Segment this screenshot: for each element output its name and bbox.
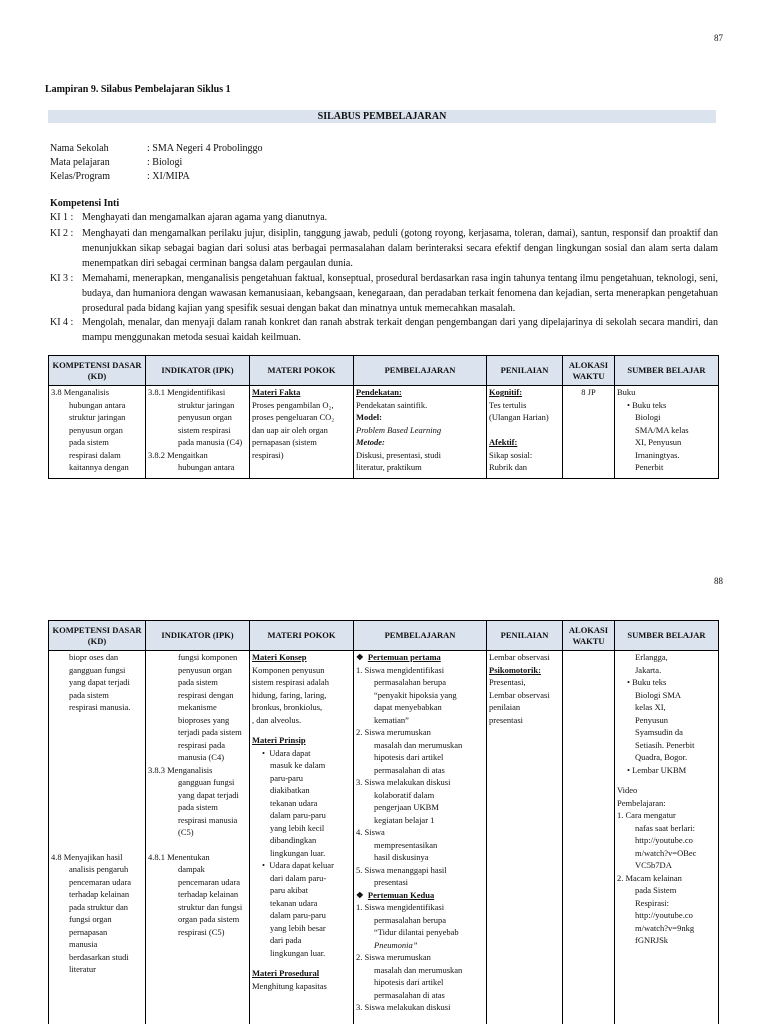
sumber-line: Setiasih. Penerbit (635, 739, 695, 750)
ipk-line: mekanisme (178, 702, 217, 712)
header-kd: KOMPETENSI DASAR (KD) (49, 356, 146, 386)
penilaian-line: Rubrik dan (489, 462, 528, 472)
materi-line: • Udara dapat keluar (262, 860, 334, 870)
youtube-link[interactable]: fGNRJSk (635, 935, 669, 945)
sumber-spacer (617, 776, 716, 784)
cell-alokasi (563, 651, 615, 1024)
step-line: 3. Siswa melakukan diskusi (356, 777, 451, 787)
pembelajaran-line: Problem Based Learning (356, 424, 442, 435)
cell-ipk (146, 386, 250, 479)
syllabus-title: SILABUS PEMBELAJARAN (48, 110, 716, 123)
header-materi: MATERI POKOK (250, 621, 354, 651)
step-line: 2. Siswa merumuskan (356, 952, 431, 962)
materi-line: hidung, faring, laring, (252, 689, 327, 700)
page-number: 87 (714, 33, 723, 43)
sumber-line: Penerbit (635, 462, 664, 472)
kd-line: kaitannya dengan (69, 462, 129, 472)
sumber-line: Jakarta. (635, 664, 662, 675)
materi-line: dalam paru-paru (270, 910, 326, 920)
materi-line: Proses pengambilan O₂, (252, 399, 334, 410)
school-info (50, 142, 263, 184)
ipk-line: manusia (C4) (178, 752, 225, 762)
sumber-line: • Buku teks (627, 677, 667, 687)
materi-heading: Materi Fakta (252, 387, 301, 397)
materi-line: proses pengeluaran CO₂ (252, 412, 335, 422)
ki-item (50, 226, 718, 271)
kd-line: 3.8 Menganalisis (51, 387, 110, 397)
ki-text: Menghayati dan mengamalkan ajaran agama yang dianutnya. (82, 212, 328, 223)
ki-text: Memahami, menerapkan, menganalisis pengetahuan faktual, konseptual, prosedural berdasarkan rasa ingin tahunya tentang ilmu pengetahuan, teknologi, seni, budaya, dan humaniora dengan wawasan kemanusiaan, kebangsaan, kenegaraan, dan peradaban terkait fenomena dan kejadian, serta menerapkan pengetahuan prosedural pada bidang kajian yang spesifik sesuai dengan bakat dan minatnya untuk memecahkan masalah. (82, 273, 718, 314)
youtube-link[interactable]: http://youtube.co (635, 910, 693, 920)
materi-line: dalam paru-paru (270, 810, 326, 820)
penilaian-line: Presentasi, (489, 677, 526, 687)
materi-spacer (252, 726, 351, 734)
ipk-line: penyusun organ (178, 412, 232, 422)
ipk-line: respirasi dengan (178, 689, 234, 700)
penilaian-line: Lembar observasi (489, 689, 550, 700)
kd-line: terhadap kelainan (69, 889, 130, 899)
header-penilaian: PENILAIAN (487, 356, 563, 386)
ipk-line: pada manusia (C4) (178, 437, 243, 447)
ipk-line: terjadi pada sistem (178, 727, 242, 737)
materi-line: dari pada (270, 935, 302, 945)
sumber-line: • Buku teks (627, 399, 667, 410)
kd-line: literatur (69, 964, 96, 974)
ipk-line: fungsi komponen (178, 652, 238, 662)
penilaian-heading: Psikomotorik: (489, 664, 541, 675)
ipk-line: dampak (178, 864, 205, 874)
kd-line: penyusun organ (69, 424, 123, 435)
cell-alokasi: 8 JP (563, 386, 615, 479)
kd-line: fungsi organ (69, 914, 112, 924)
ki-label: KI 2 : (50, 228, 74, 239)
ki-text: Mengolah, menalar, dan menyaji dalam ranah konkret dan ranah abstrak terkait dengan pengembangan dari yang dipelajarinya di sekolah secara mandiri, dan mampu menggunakan metoda sesuai kaidah keilmuan. (82, 317, 718, 343)
ki-item (50, 271, 718, 316)
sumber-line: Pembelajaran: (617, 797, 666, 808)
penilaian-line: Tes tertulis (489, 399, 527, 410)
cell-penilaian (487, 651, 563, 1024)
kd-line: pada struktur dan (69, 901, 129, 912)
kd-line: manusia (69, 939, 98, 949)
pembelajaran-line: Pendekatan saintifik. (356, 399, 428, 410)
step-line: permasalahan di atas (374, 764, 445, 775)
header-penilaian: PENILAIAN (487, 621, 563, 651)
ipk-line: terhadap kelainan (178, 889, 239, 899)
ipk-line: organ pada sistem (178, 914, 240, 924)
cell-pembelajaran (354, 386, 487, 479)
ipk-line: pada sistem (178, 802, 218, 812)
penilaian-line: penilaian (489, 702, 521, 712)
youtube-link[interactable]: m/watch?v=9nkg (635, 922, 695, 933)
materi-line: dari dalam paru- (270, 872, 327, 883)
sumber-line: Erlangga, (635, 652, 668, 662)
ki-label: KI 3 : (50, 273, 74, 284)
info-value: : SMA Negeri 4 Probolinggo (147, 143, 263, 154)
ki-label: KI 1 : (50, 212, 74, 223)
kd-line: respirasi dalam (69, 449, 121, 460)
step-line: permasalahan berupa (374, 677, 446, 687)
sumber-line: • Lembar UKBM (627, 764, 687, 775)
step-line: kegiatan belajar 1 (374, 814, 435, 825)
materi-line: lingkungan luar. (270, 947, 326, 958)
step-line: permasalahan berupa (374, 914, 446, 925)
kd-spacer (51, 714, 143, 851)
sumber-line: 2. Macam kelainan (617, 872, 682, 883)
ipk-line: 3.8.2 Mengaitkan (148, 449, 208, 460)
materi-line: tekanan udara (270, 797, 318, 808)
info-row (50, 156, 263, 170)
materi-line: Menghitung kapasitas (252, 980, 327, 991)
step-line: 1. Siswa mengidentifikasi (356, 902, 445, 912)
penilaian-line: Lembar observasi (489, 652, 550, 662)
step-line: 1. Siswa mengidentifikasi (356, 664, 445, 675)
kd-line: biopr oses dan (69, 652, 119, 662)
appendix-title: Lampiran 9. Silabus Pembelajaran Siklus 1 (45, 84, 231, 95)
cell-materi (250, 651, 354, 1024)
pembelajaran-heading: Pendekatan: (356, 387, 402, 397)
materi-heading: Materi Konsep (252, 652, 307, 662)
kd-line: berdasarkan studi (69, 951, 129, 962)
syllabus-table-2 (48, 620, 719, 1024)
ipk-line: yang dapat terjadi (178, 789, 239, 800)
cell-materi (250, 386, 354, 479)
page-number: 88 (714, 576, 723, 586)
ipk-line: pencemaran udara (178, 876, 241, 887)
cell-penilaian (487, 386, 563, 479)
step-line: masalah dan merumuskan (374, 739, 463, 750)
ki-item (50, 315, 718, 345)
ipk-line: hubungan antara (178, 462, 235, 472)
kd-line: pernapasan (69, 926, 108, 937)
kd-line: hubungan antara (69, 399, 126, 410)
info-value: : Biologi (147, 157, 183, 168)
kd-line: pada sistem (69, 437, 109, 447)
sumber-line: Irnaningtyas. (635, 449, 680, 460)
step-line: mempresentasikan (374, 839, 438, 850)
step-line: hipotesis dari artikel (374, 977, 444, 987)
page-88 (0, 570, 768, 1024)
materi-line: diakibatkan (270, 785, 310, 795)
materi-line: , dan alveolus. (252, 714, 302, 725)
materi-line: pernapasan (sistem (252, 437, 317, 447)
penilaian-heading: Kognitif: (489, 387, 523, 397)
materi-heading: Materi Prosedural (252, 968, 320, 978)
materi-line: dibandingkan (270, 835, 317, 845)
cell-sumber (615, 651, 719, 1024)
ipk-line: pada sistem (178, 677, 218, 687)
sumber-line: Quadra, Bogor. (635, 752, 688, 762)
ipk-line: 3.8.3 Menganalisis (148, 764, 213, 775)
meeting-heading: ❖ Pertemuan Kedua (356, 889, 435, 900)
cell-ipk (146, 651, 250, 1024)
kd-line: pencemaran udara (69, 876, 132, 887)
pembelajaran-line: literatur, praktikum (356, 462, 422, 472)
ipk-line: respirasi manusia (178, 814, 238, 825)
sumber-line: Biologi (635, 412, 661, 422)
sumber-line: SMA/MA kelas (635, 424, 689, 435)
sumber-line: Syamsudin da (635, 727, 683, 737)
pembelajaran-heading: Metode: (356, 437, 385, 447)
youtube-link[interactable]: m/watch?v=OBec (635, 847, 697, 858)
ipk-line: gangguan fungsi (178, 777, 235, 787)
step-line: hasil diskusinya (374, 852, 429, 862)
penilaian-line: (Ulangan Harian) (489, 412, 549, 422)
header-materi: MATERI POKOK (250, 356, 354, 386)
ipk-line: penyusun organ (178, 664, 232, 675)
ipk-line: (C5) (178, 827, 194, 837)
sumber-line: Respirasi: (635, 897, 669, 908)
sumber-line: 1. Cara mengatur (617, 810, 676, 820)
step-line: dapat menyebabkan (374, 702, 442, 712)
kd-line: analisis pengaruh (69, 864, 129, 874)
sumber-line: kelas XI, (635, 702, 666, 712)
materi-line: lingkungan luar. (270, 847, 326, 858)
pembelajaran-line: Diskusi, presentasi, studi (356, 449, 441, 460)
step-line: hipotesis dari artikel (374, 752, 444, 762)
cell-sumber (615, 386, 719, 479)
materi-spacer (252, 959, 351, 967)
step-line: presentasi (374, 877, 408, 887)
materi-line: tekanan udara (270, 897, 318, 908)
info-key: Mata pelajaran (50, 157, 110, 168)
kd-line: respirasi manusia. (69, 702, 131, 712)
materi-line: masuk ke dalam (270, 760, 326, 770)
materi-line: respirasi) (252, 449, 284, 460)
step-line: “penyakit hipoksia yang (374, 689, 457, 700)
sumber-line: Buku (617, 387, 636, 397)
step-line: 4. Siswa (356, 827, 385, 837)
ipk-line: bioproses yang (178, 714, 230, 725)
penilaian-heading: Afektif: (489, 437, 518, 447)
ipk-line: sistem respirasi (178, 424, 231, 435)
kd-line: yang dapat terjadi (69, 677, 130, 687)
ki-item (50, 210, 718, 225)
kd-line: gangguan fungsi (69, 664, 126, 675)
sumber-line: Video (617, 785, 638, 795)
cell-kd (49, 386, 146, 479)
penilaian-line (489, 424, 560, 437)
cell-pembelajaran (354, 651, 487, 1024)
ki-text: Menghayati dan mengamalkan perilaku jujur, disiplin, tanggung jawab, peduli (gotong royong, kerjasama, toleran, damai), santun, responsif dan proaktif dan menunjukkan sikap sebagai bagian dari solusi atas berbagai permasalahan dalam berinteraksi secara efektif dengan lingkungan sosial dan alam serta dalam menempatkan diri sebagai cerminan bangsa dalam pergaulan dunia. (82, 228, 718, 269)
header-pembelajaran: PEMBELAJARAN (354, 356, 487, 386)
page-gap (0, 545, 768, 570)
syllabus-table-1 (48, 355, 719, 479)
youtube-link[interactable]: http://youtube.co (635, 835, 693, 845)
info-key: Kelas/Program (50, 171, 110, 182)
ipk-spacer (148, 839, 247, 851)
kd-line: struktur jaringan (69, 412, 126, 422)
ipk-line: struktur dan fungsi (178, 901, 243, 912)
ipk-line: struktur jaringan (178, 399, 235, 410)
ipk-line: respirasi (C5) (178, 926, 225, 937)
info-key: Nama Sekolah (50, 143, 109, 154)
materi-line: bronkus, bronkiolus, (252, 702, 323, 712)
info-row (50, 142, 263, 156)
materi-heading: Materi Prinsip (252, 735, 306, 745)
kd-line: pada sistem (69, 689, 109, 700)
sumber-line: Penyusun (635, 714, 669, 725)
cell-kd (49, 651, 146, 1024)
ipk-line: respirasi pada (178, 739, 225, 750)
step-line: 3. Siswa melakukan diskusi (356, 1002, 451, 1012)
header-sumber: SUMBER BELAJAR (615, 621, 719, 651)
sumber-line: nafas saat berlari: (635, 822, 695, 833)
header-ipk: INDIKATOR (IPK) (146, 621, 250, 651)
header-alokasi: ALOKASI WAKTU (563, 621, 615, 651)
step-line: kolaboratif dalam (374, 789, 435, 800)
ipk-line: 3.8.1 Mengidentifikasi (148, 387, 226, 397)
materi-line: paru-paru (270, 772, 304, 783)
materi-line: dan uap air oleh organ (252, 424, 328, 435)
step-line: permasalahan di atas (374, 989, 445, 1000)
materi-line: Komponen penyusun (252, 664, 325, 675)
ki-label: KI 4 : (50, 317, 74, 328)
step-line: pengerjaan UKBM (374, 802, 439, 812)
meeting-heading: ❖ Pertemuan pertama (356, 652, 441, 662)
materi-line: • Udara dapat (262, 747, 311, 758)
materi-line: yang lebih besar (270, 922, 326, 933)
sumber-line: Biologi SMA (635, 689, 682, 700)
step-line: kematian” (374, 714, 409, 725)
sumber-line: XI, Penyusun (635, 437, 682, 447)
info-row (50, 170, 263, 184)
ipk-line: 4.8.1 Menentukan (148, 851, 210, 862)
header-ipk: INDIKATOR (IPK) (146, 356, 250, 386)
materi-line: yang lebih kecil (270, 822, 325, 833)
header-kd: KOMPETENSI DASAR (KD) (49, 621, 146, 651)
step-line: Pneumonia” (374, 939, 418, 950)
step-line: 5. Siswa menanggapi hasil (356, 864, 447, 875)
info-value: : XI/MIPA (147, 171, 190, 182)
step-line: masalah dan merumuskan (374, 964, 463, 975)
ki-heading: Kompetensi Inti (50, 198, 120, 209)
step-line: “Tidur dilantai penyebab (374, 927, 459, 937)
sumber-line: pada Sistem (635, 885, 677, 895)
step-line: 2. Siswa merumuskan (356, 727, 431, 737)
penilaian-line: presentasi (489, 714, 523, 725)
materi-line: paru akibat (270, 885, 308, 895)
header-pembelajaran: PEMBELAJARAN (354, 621, 487, 651)
pembelajaran-heading: Model: (356, 412, 382, 422)
header-sumber: SUMBER BELAJAR (615, 356, 719, 386)
header-alokasi: ALOKASI WAKTU (563, 356, 615, 386)
materi-line: sistem respirasi adalah (252, 677, 329, 687)
youtube-link[interactable]: VC5b7DA (635, 860, 672, 870)
kd-line: 4.8 Menyajikan hasil (51, 851, 123, 862)
penilaian-line: Sikap sosial: (489, 449, 533, 460)
